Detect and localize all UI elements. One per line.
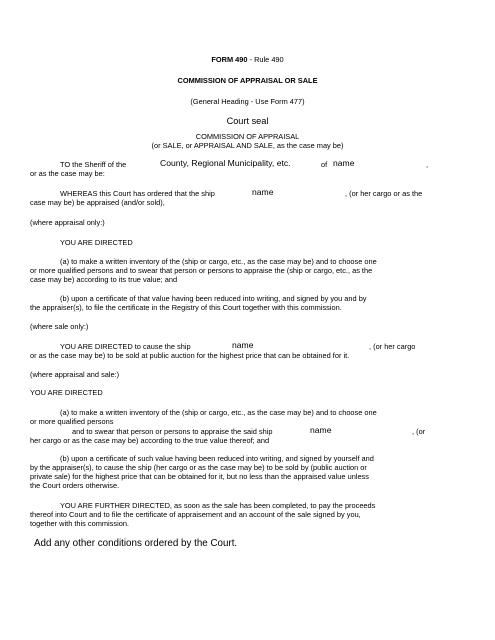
whereas-text: WHEREAS this Court has ordered that the ship bbox=[60, 189, 215, 198]
rule-number: - Rule 490 bbox=[247, 55, 284, 64]
form-heading bbox=[0, 55, 495, 64]
other-conditions-field[interactable]: Add any other conditions ordered by the Court. bbox=[34, 538, 238, 549]
clause-a1-line3: case may be) according to its true value; and bbox=[30, 275, 178, 284]
form-title: COMMISSION OF APPRAISAL OR SALE bbox=[177, 76, 318, 85]
sheriff-jurisdiction-field[interactable]: County, Regional Municipality, etc. bbox=[160, 158, 291, 168]
you-are-directed-1: YOU ARE DIRECTED bbox=[60, 238, 133, 247]
form-number: FORM 490 bbox=[211, 55, 248, 64]
clause-a2-line3: and to swear that person or persons to appraise the said ship bbox=[72, 427, 273, 436]
clause-a2-line1: (a) to make a written inventory of the (ship or cargo, etc., as the case may be) and to choose one bbox=[60, 408, 377, 417]
ship-name-field-2[interactable]: name bbox=[232, 340, 254, 350]
whereas-text-tail: , (or her cargo or as the bbox=[345, 189, 423, 198]
sale-directed-continuation: or as the case may be) to be sold at public auction for the highest price that can be obtained for it. bbox=[30, 351, 350, 360]
clause-b1-line2: the appraiser(s), to file the certificate in the Registry of this Court together with this commission. bbox=[30, 303, 342, 312]
ship-name-field-1[interactable]: name bbox=[252, 187, 274, 197]
you-are-directed-2: YOU ARE DIRECTED bbox=[30, 388, 103, 397]
further-directed-line1: YOU ARE FURTHER DIRECTED, as soon as the sale has been completed, to pay the proceeds bbox=[60, 501, 376, 510]
clause-a2-line2: or more qualified persons bbox=[30, 417, 114, 426]
sheriff-name-field[interactable]: name bbox=[333, 158, 355, 168]
sale-directed-tail: , (or her cargo bbox=[369, 342, 416, 351]
court-seal-label: Court seal bbox=[226, 116, 269, 126]
of-label: of bbox=[321, 160, 328, 169]
appraisal-only-note: (where appraisal only:) bbox=[30, 218, 105, 227]
clause-b1-line1: (b) upon a certificate of that value having been reduced into writing, and signed by you and by bbox=[60, 294, 367, 303]
clause-b2-line2: by the appraiser(s), to cause the ship (her cargo or as the case may be) to be sold by (public auction or bbox=[30, 463, 367, 472]
whereas-text-continuation: case may be) be appraised (and/or sold), bbox=[30, 198, 165, 207]
comma-mark: , bbox=[426, 160, 429, 169]
clause-a2-line3-tail: , (or bbox=[412, 427, 426, 436]
clause-b2-line4: the Court orders otherwise. bbox=[30, 481, 120, 490]
further-directed-line2: thereof into Court and to file the certificate of appraisement and an account of the sale signed by you, bbox=[30, 510, 361, 519]
clause-a2-line4: her cargo or as the case may be) according to the true value thereof; and bbox=[30, 436, 270, 445]
further-directed-line3: together with this commission. bbox=[30, 519, 129, 528]
ship-name-field-3[interactable]: name bbox=[310, 425, 332, 435]
commission-subtitle: COMMISSION OF APPRAISAL bbox=[195, 132, 300, 141]
clause-a1-line1: (a) to make a written inventory of the (ship or cargo, etc., as the case may be) and to choose one bbox=[60, 257, 377, 266]
commission-subtitle-alt: (or SALE, or APPRAISAL AND SALE, as the case may be) bbox=[151, 141, 344, 150]
general-heading: (General Heading - Use Form 477) bbox=[190, 97, 305, 106]
sale-directed-text: YOU ARE DIRECTED to cause the ship bbox=[60, 342, 191, 351]
to-sheriff-continuation: or as the case may be: bbox=[30, 169, 105, 178]
clause-b2-line3: private sale) for the highest price that can be obtained for it, but no less than the appraised value unless bbox=[30, 472, 369, 481]
sale-only-note: (where sale only:) bbox=[30, 322, 89, 331]
clause-a1-line2: or more qualified persons and to swear that person or persons to appraise the (ship or cargo, etc., as the bbox=[30, 266, 373, 275]
clause-b2-line1: (b) upon a certificate of such value having been reduced into writing, and signed by yourself and bbox=[60, 454, 374, 463]
appraisal-and-sale-note: (where appraisal and sale:) bbox=[30, 370, 120, 379]
to-sheriff-label: TO the Sheriff of the bbox=[60, 160, 127, 169]
